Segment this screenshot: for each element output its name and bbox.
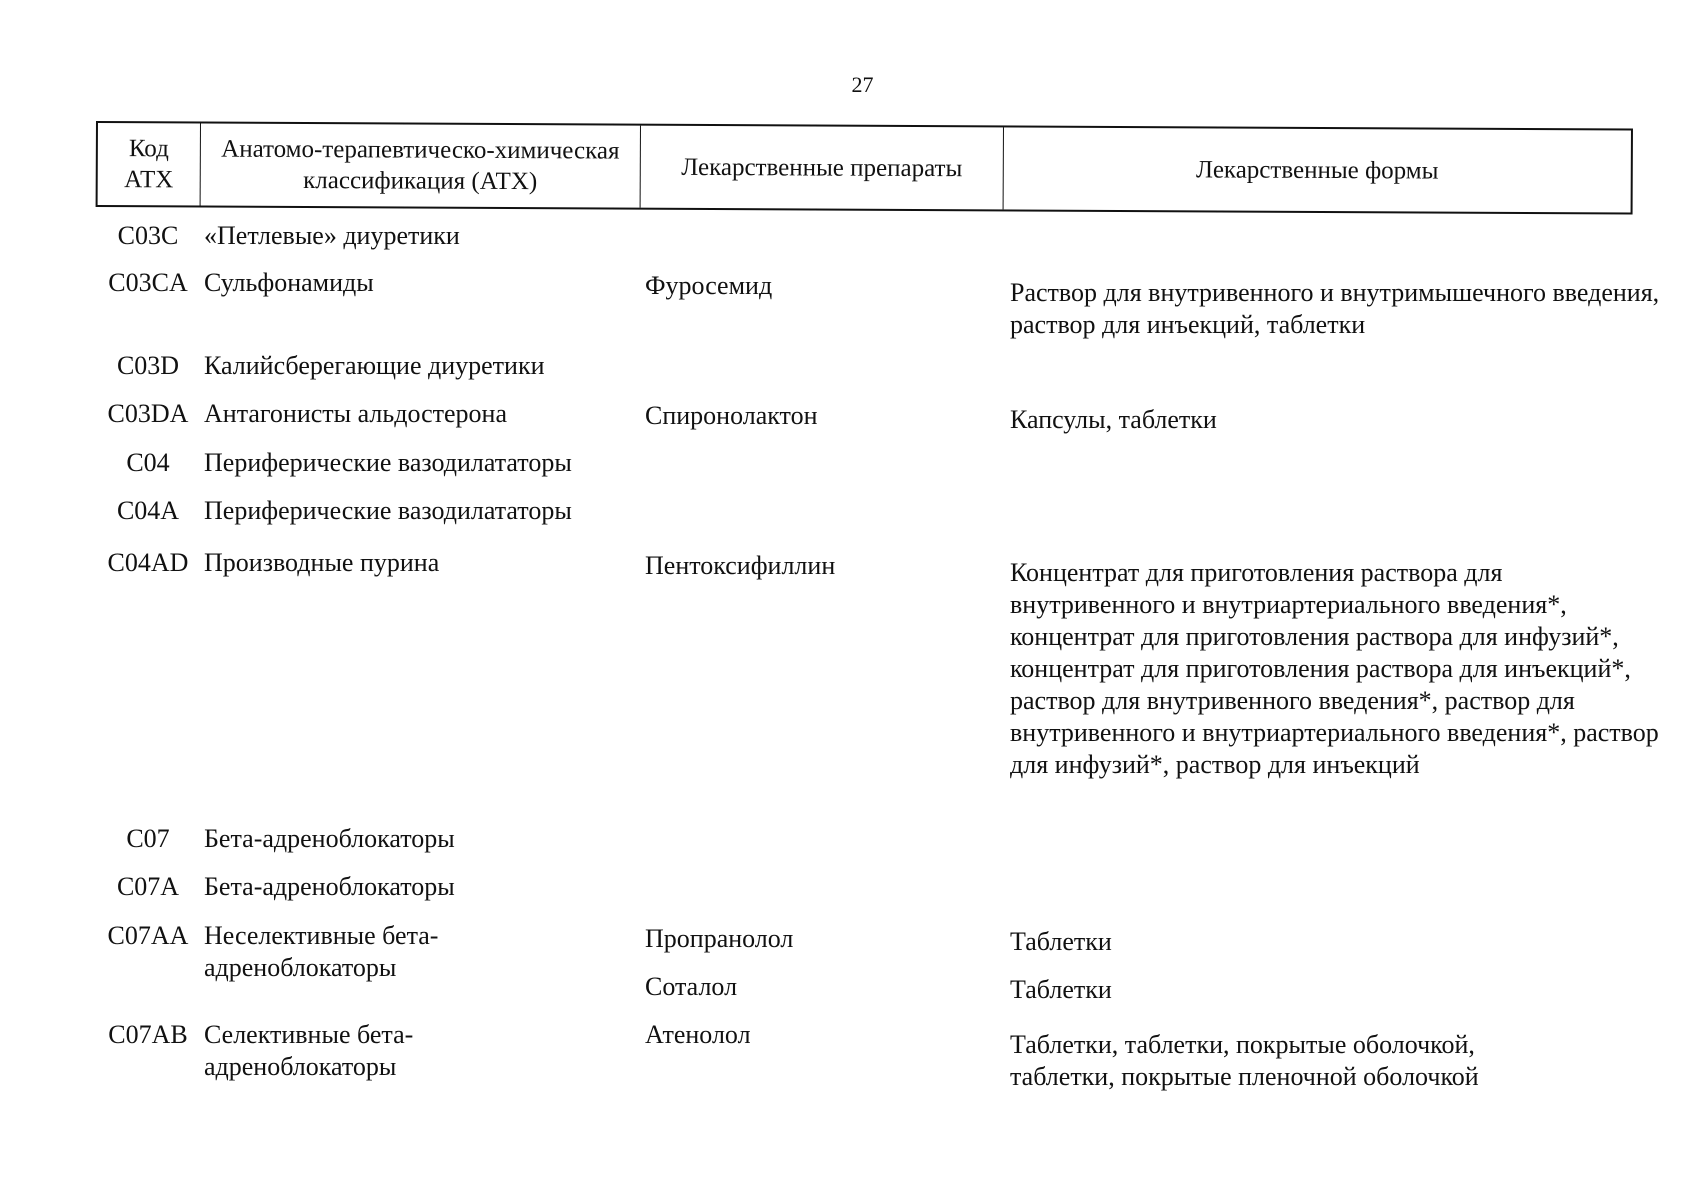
atc-name: Неселективные бета-адреноблокаторы (204, 921, 439, 982)
header-drugs: Лекарственные препараты (641, 126, 1004, 210)
atc-name: Периферические вазодилататоры (204, 448, 572, 477)
atc-name: Калийсберегающие диуретики (204, 351, 545, 380)
atc-name: Производные пурина (204, 548, 440, 577)
atc-name: Бета-адреноблокаторы (204, 824, 455, 853)
drug-name: Спиронолактон (645, 401, 818, 430)
dosage-forms: Концентрат для приготовления раствора для внутривенного и внутриартериального введения*, концентрат для приготовления раствора для инфузий*, концентрат для приготовления раствора для инъекций*, раствор для внутривенного введения*, раствор для внутривенного и внутриартериального введения*, раствор для инфузий*, раствор для инъекций (1010, 558, 1659, 779)
atc-code: C03DA (107, 399, 189, 428)
dosage-forms: Таблетки (1010, 927, 1112, 956)
atc-name: Селективные бета-адреноблокаторы (204, 1020, 414, 1081)
atc-code: C04AD (107, 548, 189, 577)
drug-name: Соталол (645, 972, 738, 1001)
atc-code: C07 (126, 824, 170, 853)
atc-name: «Петлевые» диуретики (204, 221, 460, 250)
atc-code: C07AA (107, 921, 189, 950)
atc-name: Сульфонамиды (204, 268, 374, 297)
drug-name: Атенолол (645, 1020, 751, 1049)
header-code: Код АТХ (98, 123, 201, 206)
header-atc: Анатомо-терапевтическо-химическая классификация (АТХ) (201, 124, 641, 208)
drug-name: Фуросемид (645, 271, 773, 300)
page-number: 27 (851, 72, 874, 97)
atc-code: C07A (116, 872, 180, 901)
table-header (96, 121, 1633, 215)
dosage-forms: Таблетки, таблетки, покрытые оболочкой, таблетки, покрытые пленочной оболочкой (1010, 1030, 1479, 1091)
dosage-forms: Капсулы, таблетки (1010, 405, 1217, 434)
dosage-forms: Раствор для внутривенного и внутримышечного введения, раствор для инъекций, таблетки (1010, 278, 1660, 339)
atc-code: C04 (126, 448, 170, 477)
dosage-forms: Таблетки (1010, 975, 1112, 1004)
atc-code: C07AB (108, 1020, 188, 1049)
atc-code: C03CA (108, 268, 188, 297)
header-forms: Лекарственные формы (1196, 155, 1439, 185)
atc-code: C03C (117, 221, 179, 250)
atc-code: C03D (116, 351, 180, 380)
atc-code: C04A (116, 496, 180, 525)
drug-name: Пентоксифиллин (645, 551, 836, 580)
atc-name: Бета-адреноблокаторы (204, 872, 455, 901)
drug-name: Пропранолол (645, 924, 794, 953)
atc-name: Периферические вазодилататоры (204, 496, 572, 525)
atc-name: Антагонисты альдостерона (204, 399, 507, 428)
